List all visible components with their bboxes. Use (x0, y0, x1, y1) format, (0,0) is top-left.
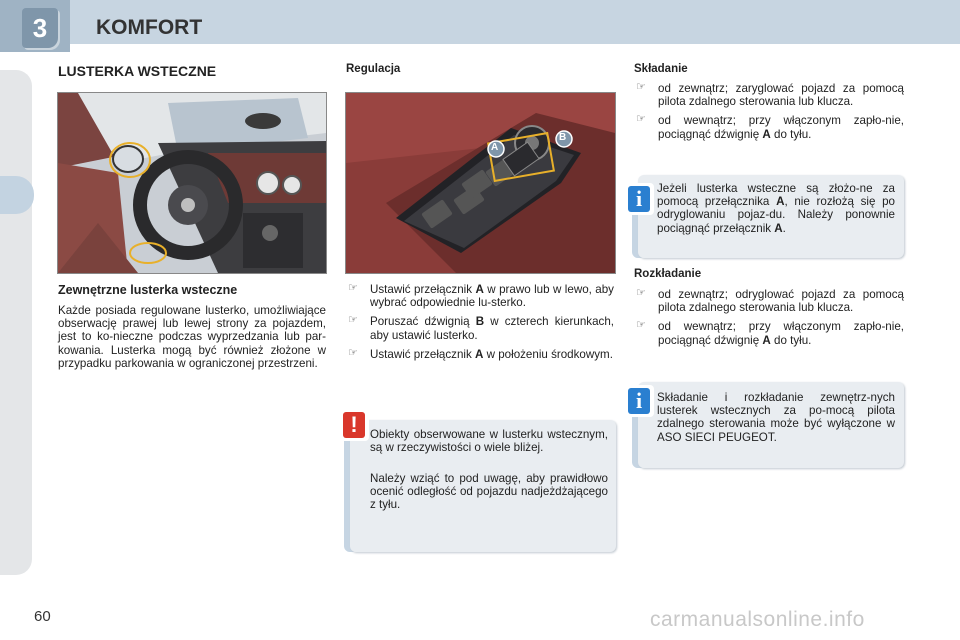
intro-paragraph: Każde posiada regulowane lusterko, umożliwiające obserwację prawej lub lewej strony za pojazdem, jest to ko-nieczne podczas wyprzedzania lub par-kowania. Lusterka mogą być również złożone w przypadku parkowania w ograniczonej przestrzeni. (58, 304, 326, 370)
list-item: ☞ Ustawić przełącznik A w prawo lub w lewo, aby wybrać odpowiednie lu-sterko. (348, 282, 614, 310)
adjustment-heading: Regulacja (346, 63, 401, 75)
hand-pointing-icon: ☞ (348, 346, 358, 359)
switch-label-a: A (491, 142, 499, 153)
exclamation-icon: ! (343, 412, 365, 438)
folding-list (634, 82, 904, 147)
page-title: KOMFORT (96, 16, 203, 39)
switch-label-b: B (559, 132, 567, 143)
adjustment-list (346, 283, 614, 367)
unfolding-list (634, 288, 904, 353)
side-tab-active-marker (0, 176, 34, 214)
hand-pointing-icon: ☞ (636, 113, 646, 126)
list-item: ☞ od wewnątrz; przy włączonym zapło-nie, pociągnąć dźwignię A do tyłu. (636, 113, 904, 141)
unfolding-heading: Rozkładanie (634, 268, 702, 280)
hand-pointing-icon: ☞ (348, 314, 358, 327)
list-item: ☞ Ustawić przełącznik A w położeniu środkowym. (348, 346, 613, 361)
hand-pointing-icon: ☞ (636, 287, 646, 299)
subtitle: Zewnętrzne lusterka wsteczne (58, 283, 238, 297)
info-note-1-text: Jeżeli lusterka wsteczne są złożo-ne za pomocą przełącznika A, nie rozłożą się po odryglowaniu pojaz-du. Należy ponownie pociągnąć przełącznik A. (657, 182, 895, 235)
door-switch-photo (345, 92, 616, 274)
info-icon: i (628, 186, 650, 212)
warning-note-text-1: Obiekty obserwowane w lusterku wstecznym, są w rzeczywistości o wiele bliżej. (370, 428, 608, 455)
folding-heading: Składanie (634, 63, 688, 75)
hand-pointing-icon: ☞ (636, 81, 646, 93)
info-icon: i (628, 388, 650, 414)
hand-pointing-icon: ☞ (636, 319, 646, 332)
hand-pointing-icon: ☞ (348, 282, 358, 294)
watermark: carmanualsonline.info (650, 608, 865, 631)
section-title: LUSTERKA WSTECZNE (58, 63, 217, 79)
list-item: ☞ od zewnątrz; zaryglować pojazd za pomocą pilota zdalnego sterowania lub klucza. (636, 81, 904, 109)
side-tab (0, 70, 32, 575)
info-note-2-text: Składanie i rozkładanie zewnętrz-nych lusterek wstecznych za po-mocą pilota zdalnego sterowania może być wyłączone w ASO SIECI PEUGEOT. (657, 391, 895, 444)
interior-mirror-photo (57, 92, 327, 274)
page-number: 60 (34, 608, 51, 625)
chapter-number: 3 (22, 8, 58, 48)
list-item: ☞ od zewnątrz; odryglować pojazd za pomocą pilota zdalnego sterowania lub klucza. (636, 287, 904, 315)
warning-note-text-2: Należy wziąć to pod uwagę, aby prawidłowo ocenić odległość od pojazdu nadjeżdżającego z tyłu. (370, 472, 608, 512)
list-item: ☞ od wewnątrz; przy włączonym zapło-nie, pociągnąć dźwignię A do tyłu. (636, 319, 904, 347)
list-item: ☞ Poruszać dźwignią B w czterech kierunkach, aby ustawić lusterko. (348, 314, 615, 342)
